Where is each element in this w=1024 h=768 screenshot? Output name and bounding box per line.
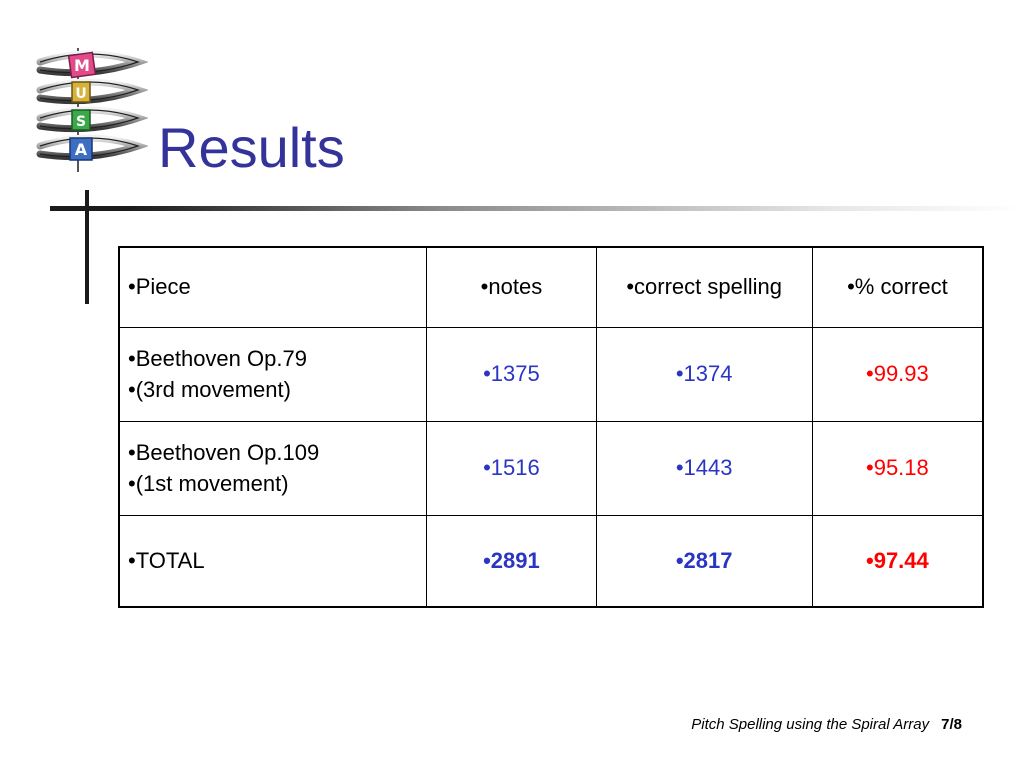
header-correct-spelling: •correct spelling	[596, 247, 812, 327]
logo-letter-s: S	[75, 114, 87, 130]
page-number: 7/8	[941, 716, 962, 733]
header-notes: •notes	[427, 247, 596, 327]
total-row	[119, 515, 983, 607]
total-notes: •2891	[427, 515, 596, 607]
logo-letter-u: U	[75, 86, 87, 102]
piece-movement: •(1st movement)	[128, 471, 289, 496]
total-correct-spelling: •2817	[596, 515, 812, 607]
logo-letter-m: M	[74, 56, 90, 75]
total-label: •TOTAL	[119, 515, 427, 607]
slide-title: Results	[158, 116, 345, 179]
table-header-row	[119, 247, 983, 327]
total-percent-correct: •97.44	[812, 515, 983, 607]
table-row	[119, 421, 983, 515]
piece-name: •Beethoven Op.79	[128, 346, 307, 371]
slide-footer	[691, 716, 962, 733]
notes-cell: •1516	[427, 421, 596, 515]
results-table	[118, 246, 984, 608]
table-row	[119, 327, 983, 421]
spiral-array-logo-icon	[30, 40, 148, 175]
correct-spelling-cell: •1374	[596, 327, 812, 421]
piece-cell	[119, 327, 427, 421]
logo-letter-a: A	[74, 140, 88, 159]
horizontal-rule	[50, 206, 1024, 211]
correct-spelling-cell: •1443	[596, 421, 812, 515]
piece-movement: •(3rd movement)	[128, 377, 291, 402]
header-piece: •Piece	[119, 247, 427, 327]
vertical-rule	[85, 190, 89, 304]
piece-name: •Beethoven Op.109	[128, 440, 320, 465]
notes-cell: •1375	[427, 327, 596, 421]
header-percent-correct: •% correct	[812, 247, 983, 327]
footer-text: Pitch Spelling using the Spiral Array	[691, 716, 930, 733]
percent-correct-cell: •99.93	[812, 327, 983, 421]
piece-cell	[119, 421, 427, 515]
percent-correct-cell: •95.18	[812, 421, 983, 515]
